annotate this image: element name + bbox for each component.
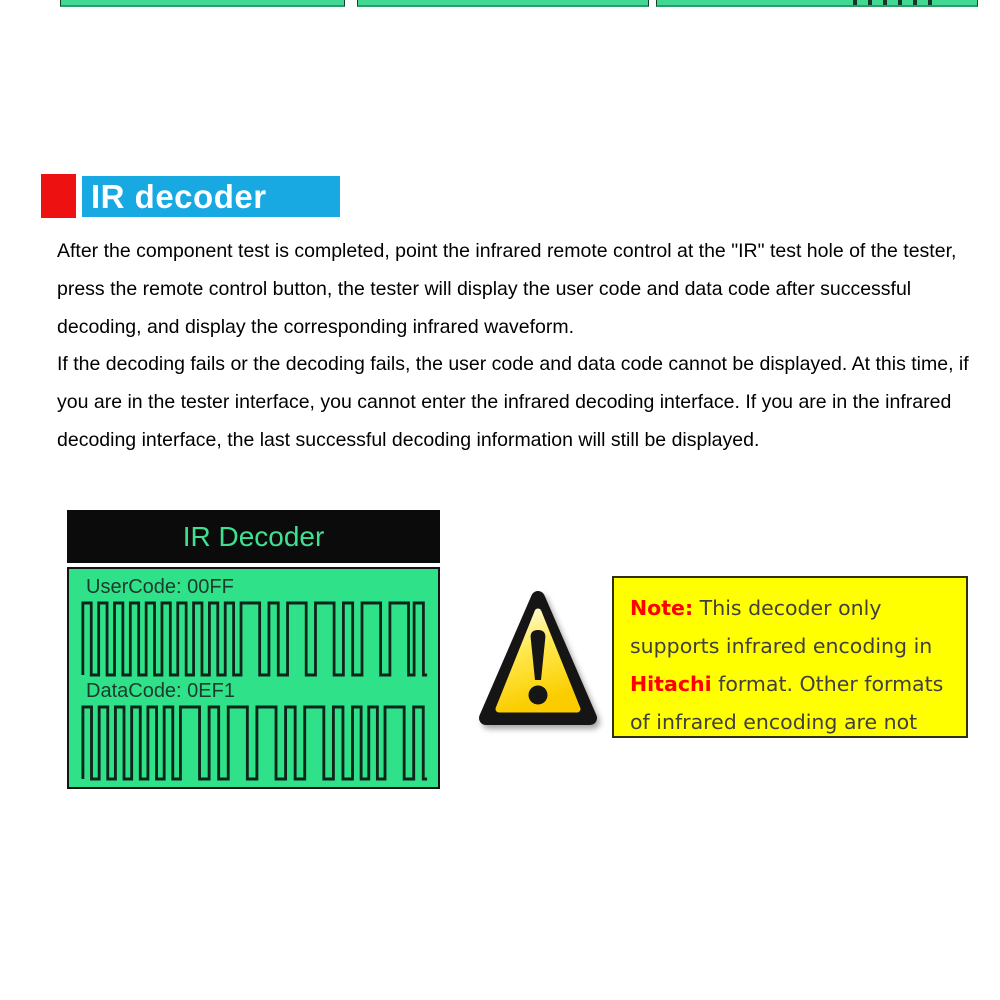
usercode-waveform-path (83, 603, 427, 675)
top-crop-artifact-1 (60, 0, 345, 7)
usercode-waveform (81, 601, 429, 677)
lcd-title: IR Decoder (67, 510, 440, 563)
exclamation-dot (529, 686, 548, 705)
body-text (57, 233, 989, 460)
user-code-label: UserCode: 00FF (86, 576, 234, 598)
data-code-label: DataCode: 0EF1 (86, 680, 235, 702)
section-title: IR decoder (82, 176, 340, 217)
top-crop-artifact-3 (656, 0, 978, 7)
datacode-waveform-path (83, 707, 427, 779)
lcd-display-area (67, 567, 440, 789)
note-box (612, 576, 968, 738)
note-hitachi: Hitachi (630, 672, 712, 696)
paragraph-1: After the component test is completed, point the infrared remote control at the "IR" test hole of the tester, press the remote control button, the tester will display the user code and data code after successful decoding, and display the corresponding infrared waveform. (57, 240, 957, 338)
warning-triangle-icon (477, 583, 599, 739)
paragraph-2: If the decoding fails or the decoding fails, the user code and data code cannot be displayed. At this time, if you are in the tester interface, you cannot enter the infrared decoding interface. If you are in the infrared decoding interface, the last successful decoding information will still be displayed. (57, 353, 969, 451)
top-crop-artifact-2 (357, 0, 649, 7)
note-text-2: format. Other formats of infrared encoding are not (630, 672, 944, 734)
datacode-waveform (81, 705, 429, 781)
lcd-screen-mockup (67, 510, 440, 789)
note-text-1: This decoder only supports infrared encoding in (630, 596, 933, 658)
top-crop-waveform-marks (842, 0, 942, 5)
note-label: Note: (630, 596, 694, 620)
red-accent-square (41, 174, 76, 218)
